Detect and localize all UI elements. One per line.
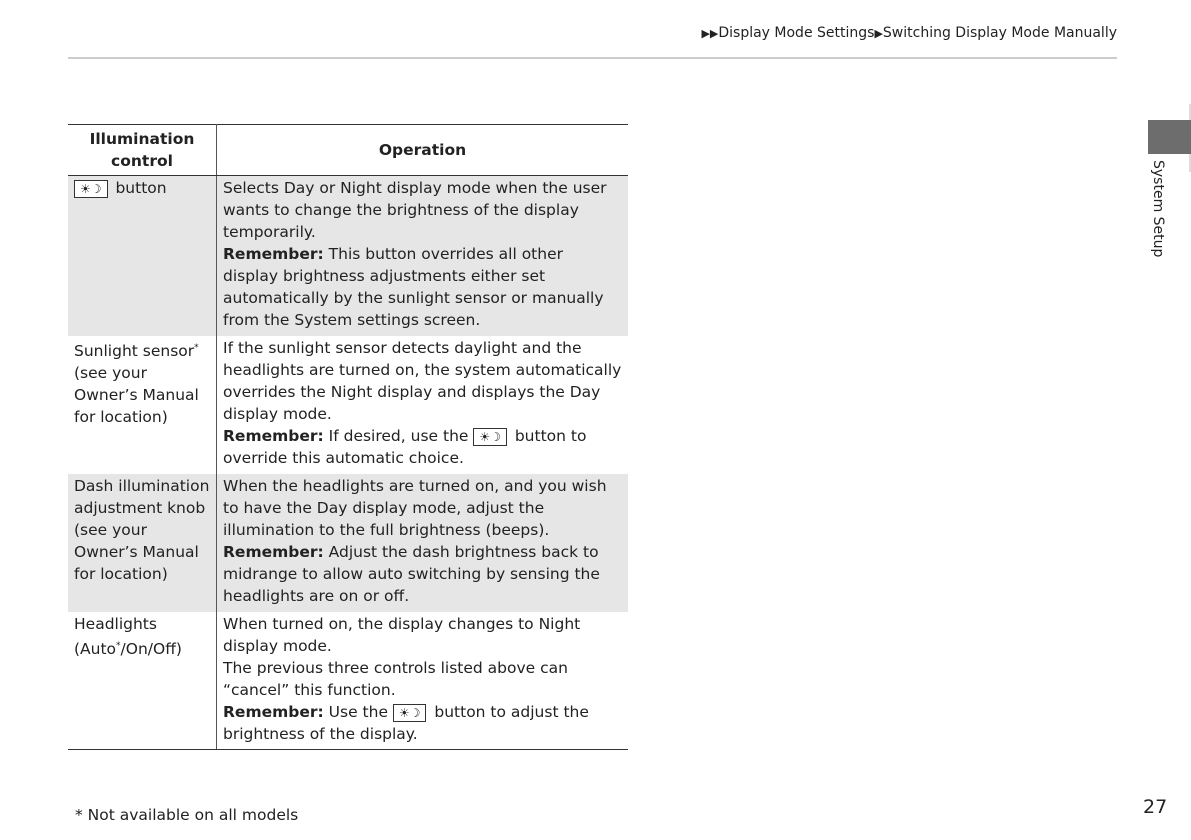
remember-label: Remember: (223, 427, 324, 445)
control-note: (Auto (74, 640, 117, 659)
control-label: Headlights (74, 615, 157, 633)
table-row (68, 612, 628, 750)
control-cell (68, 612, 217, 750)
footnote: * Not available on all models (75, 806, 299, 824)
header-divider (68, 57, 1117, 59)
operation-text: Selects Day or Night display mode when the user wants to change the brightness of the display temporarily. (223, 179, 607, 241)
remember-text: button to override this automatic choice. (223, 427, 587, 467)
page-number: 27 (1143, 796, 1168, 818)
table-row (68, 176, 628, 337)
table-row (68, 474, 628, 612)
breadcrumb-item: Display Mode Settings (718, 25, 875, 41)
control-cell (68, 176, 217, 337)
control-note: /On/Off) (120, 640, 182, 659)
breadcrumb-item: Switching Display Mode Manually (882, 25, 1117, 41)
operation-cell (217, 336, 629, 474)
remember-label: Remember: (223, 543, 324, 561)
remember-text: Use the (328, 703, 388, 721)
remember-text: If desired, use the (328, 427, 469, 445)
remember-text: button to adjust the brightness of the display. (223, 703, 589, 743)
arrow-icon: ▶ (874, 27, 883, 40)
table-row (68, 336, 628, 474)
header-operation: Operation (217, 125, 629, 176)
asterisk: * (116, 641, 121, 651)
day-night-icon: ☀☽ (74, 180, 108, 198)
operation-text: When turned on, the display changes to Night display mode. (223, 615, 581, 655)
operation-cell (217, 176, 629, 337)
control-cell (68, 336, 217, 474)
operation-text: When the headlights are turned on, and you wish to have the Day display mode, adjust the illumination to the full brightness (beeps). (223, 477, 607, 539)
control-note: (see your Owner’s Manual for location) (74, 364, 199, 427)
control-label: button (115, 179, 167, 197)
section-tab-label: System Setup (1150, 160, 1166, 258)
operation-cell (217, 612, 629, 750)
control-label: Sunlight sensor (74, 342, 195, 361)
asterisk: * (194, 343, 199, 353)
header-control: Illumination control (68, 125, 217, 176)
operation-cell (217, 474, 629, 612)
control-label: Dash illumination adjustment knob (see your Owner’s Manual for location) (74, 477, 210, 583)
remember-label: Remember: (223, 245, 324, 263)
operation-text: The previous three controls listed above can “cancel” this function. (223, 659, 568, 699)
illumination-table (68, 124, 628, 750)
remember-text: Adjust the dash brightness back to midrange to allow auto switching by sensing the headlights are on or off. (223, 543, 600, 605)
breadcrumb (701, 25, 1117, 41)
control-cell (68, 474, 217, 612)
operation-text: If the sunlight sensor detects daylight and the headlights are turned on, the system automatically overrides the Night display and displays the Day display mode. (223, 339, 622, 423)
remember-label: Remember: (223, 703, 324, 721)
arrow-icon: ▶▶ (701, 27, 719, 40)
section-tab-marker (1148, 120, 1191, 154)
day-night-icon: ☀☽ (393, 704, 427, 722)
remember-text: This button overrides all other display brightness adjustments either set automatically by the sunlight sensor or manually from the System settings screen. (223, 245, 604, 329)
day-night-icon: ☀☽ (473, 428, 507, 446)
